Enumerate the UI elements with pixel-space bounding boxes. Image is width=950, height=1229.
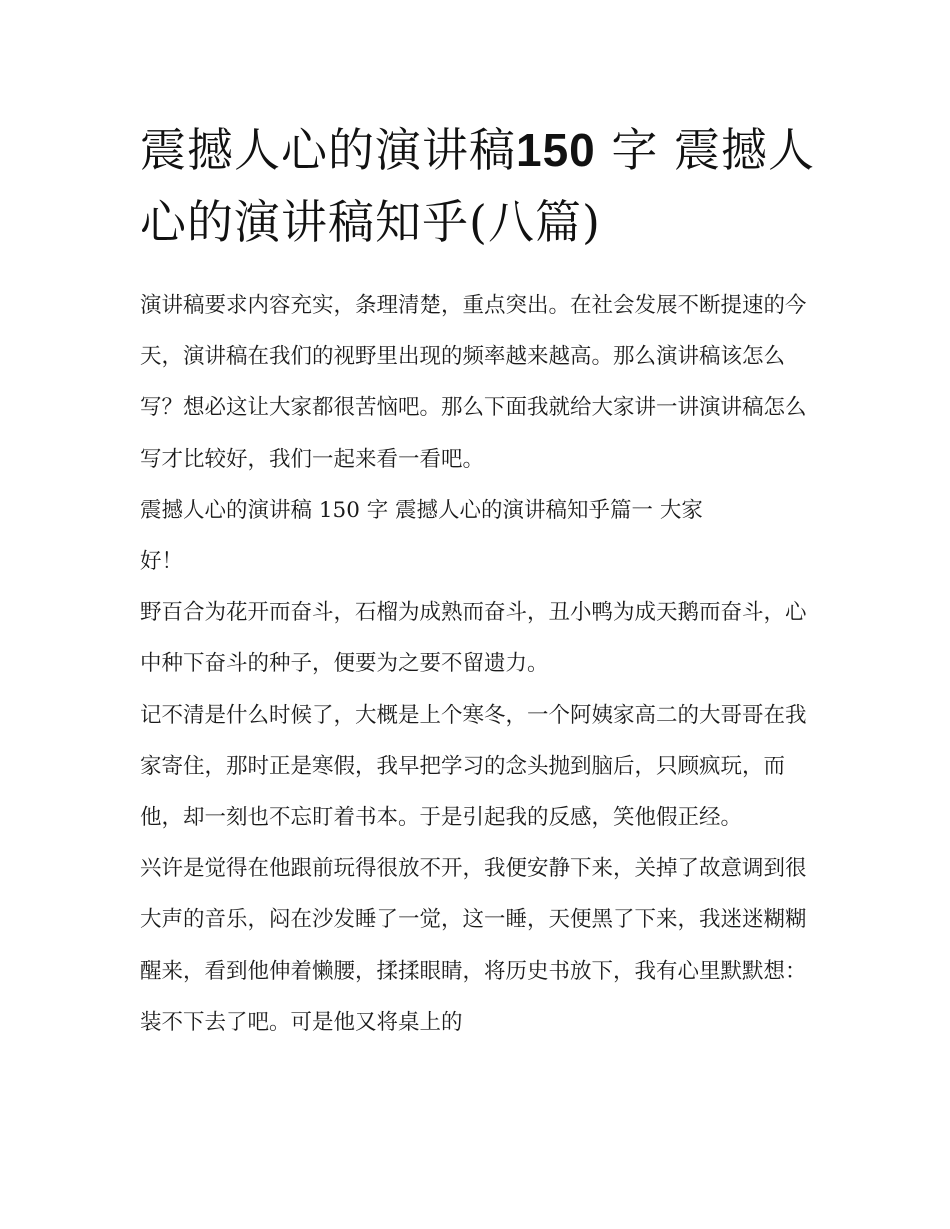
title-text-start: 震撼人心的演讲稿 <box>140 123 516 177</box>
paragraph-greeting: 好！ <box>140 549 184 575</box>
title-number: 150 <box>516 124 596 176</box>
paragraph-section-heading: 震撼人心的演讲稿 150 字 震撼人心的演讲稿知乎篇一 大家 <box>140 497 703 523</box>
paragraph-intro: 演讲稿要求内容充实，条理清楚，重点突出。在社会发展不断提速的今天，演讲稿在我们的视野里出现的频率越来越高。那么演讲稿该怎么写？想必这让大家都很苦恼吧。那么下面我就给大家讲一讲演讲稿怎么写才比较好，我们一起来看一看吧。 <box>140 293 807 472</box>
paragraph: 记不清是什么时候了，大概是上个寒冬，一个阿姨家高二的大哥哥在我家寄住，那时正是寒假，我早把学习的念头抛到脑后，只顾疯玩，而他，却一刻也不忘盯着书本。于是引起我的反感，笑他假正经。 <box>140 702 807 831</box>
document-body <box>140 280 820 1048</box>
title-text-end: 字 震撼人心的演讲稿知乎(八篇) <box>140 123 815 249</box>
page-title <box>140 114 820 258</box>
paragraph: 野百合为花开而奋斗，石榴为成熟而奋斗，丑小鸭为成天鹅而奋斗，心中种下奋斗的种子，便要为之要不留遗力。 <box>140 600 807 677</box>
paragraph: 兴许是觉得在他跟前玩得很放不开，我便安静下来，关掉了故意调到很大声的音乐，闷在沙发睡了一觉，这一睡，天便黑了下来，我迷迷糊糊醒来，看到他伸着懒腰，揉揉眼睛，将历史书放下，我有心里默默想：装不下去了吧。可是他又将桌上的 <box>140 856 807 1035</box>
